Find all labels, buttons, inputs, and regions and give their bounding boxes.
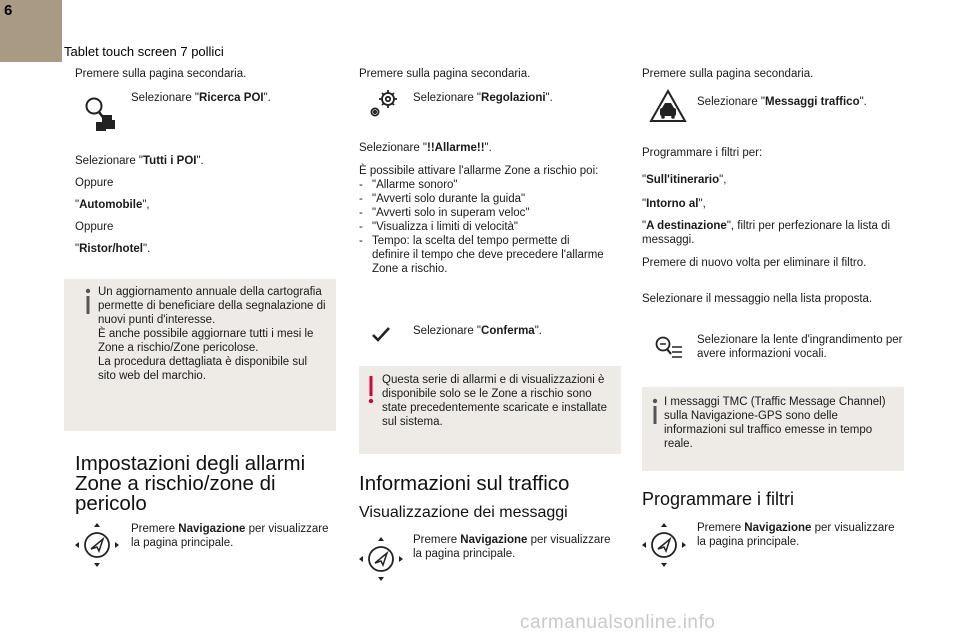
col3-nav-text: Premere Navigazione per visualizzare la pagina principale.: [697, 522, 895, 548]
watermark: carmanualsonline.info: [520, 612, 716, 633]
col1-heading: Impostazioni degli allarmi Zone a rischio/zone di pericolo: [75, 452, 306, 515]
col2-intro: Premere sulla pagina secondaria.: [359, 68, 531, 80]
list-item: - Tempo: la scelta del tempo permette di definire il tempo che deve precedere l'allarme Zone a rischio.: [359, 234, 604, 276]
col3-filter-intorno: "Intorno al",: [642, 198, 706, 210]
info-icon: [650, 398, 660, 426]
col2-subheading: Visualizzazione dei messaggi: [359, 504, 568, 521]
list-item: - "Visualizza i limiti di velocità": [359, 220, 619, 234]
col1-intro: Premere sulla pagina secondaria.: [75, 68, 247, 80]
col3-filter-itinerario: "Sull'itinerario",: [642, 174, 727, 186]
col1-select-tutti: Selezionare "Tutti i POI".: [75, 155, 204, 167]
col3-filters-intro: Programmare i filtri per:: [642, 147, 763, 159]
col1-oppure-2: Oppure: [75, 221, 114, 233]
warning-icon: [366, 375, 376, 405]
magnifier-list-icon: [654, 335, 684, 363]
col3-select-message: Selezionare il messaggio nella lista proposta.: [642, 293, 873, 305]
col2-nav-text: Premere Navigazione per visualizzare la pagina principale.: [413, 534, 611, 560]
col2-select-conferma: Selezionare "Conferma".: [413, 325, 542, 337]
info-icon: [83, 288, 93, 316]
page-number: 6: [4, 2, 13, 19]
traffic-messages-icon: [648, 88, 688, 124]
col1-oppure-1: Oppure: [75, 177, 114, 189]
col1-select-poi: Selezionare "Ricerca POI".: [131, 92, 271, 104]
page-header: Tablet touch screen 7 pollici: [64, 44, 224, 59]
col2-warning-text: Questa serie di allarmi e di visualizzazioni è disponibile solo se le Zone a rischio sono state precedentemente scaricate e installate sul sistema.: [382, 374, 608, 428]
col2-options-list: [359, 178, 619, 276]
col3-lens-text: Selezionare la lente d'ingrandimento per avere informazioni vocali.: [697, 334, 903, 360]
col1-info-text: Un aggiornamento annuale della cartografia permette di beneficiare della segnalazione di nuovi punti d'interesse. È anche possibile aggiornare tutti i mesi le Zone a rischio/Zone pericolose. La procedura dettagliata è disponibile sul sito web del marchio.: [98, 286, 326, 382]
poi-search-icon: [83, 95, 117, 133]
col1-ristor: "Ristor/hotel".: [75, 243, 151, 255]
col3-intro: Premere sulla pagina secondaria.: [642, 68, 814, 80]
col2-heading: Informazioni sul traffico: [359, 472, 570, 495]
col2-select-allarme: Selezionare "!!Allarme!!".: [359, 142, 492, 154]
col1-automobile: "Automobile",: [75, 199, 150, 211]
col2-select-regolazioni: Selezionare "Regolazioni".: [413, 92, 553, 104]
col3-filter-destinazione: "A destinazione", filtri per perfezionare la lista di messaggi.: [642, 220, 891, 246]
list-item: - "Avverti solo durante la guida": [359, 192, 619, 206]
navigation-icon: [357, 535, 405, 583]
col2-possible: È possibile attivare l'allarme Zone a rischio poi:: [359, 165, 599, 177]
navigation-icon: [73, 521, 121, 569]
list-item: - "Allarme sonoro": [359, 178, 619, 192]
settings-icon: [368, 88, 402, 120]
navigation-icon: [640, 521, 688, 569]
col1-nav-text: Premere Navigazione per visualizzare la pagina principale.: [131, 523, 329, 549]
col3-select-messaggi: Selezionare "Messaggi traffico".: [697, 96, 867, 108]
confirm-check-icon: [371, 326, 391, 342]
col3-heading: Programmare i filtri: [642, 489, 795, 509]
list-item: - "Avverti solo in superam veloc": [359, 206, 619, 220]
col3-info-text: I messaggi TMC (Traffic Message Channel) sulla Navigazione-GPS sono delle informazioni sul traffico emesse in tempo reale.: [664, 396, 886, 450]
col3-remove-filter: Premere di nuovo volta per eliminare il filtro.: [642, 257, 867, 269]
